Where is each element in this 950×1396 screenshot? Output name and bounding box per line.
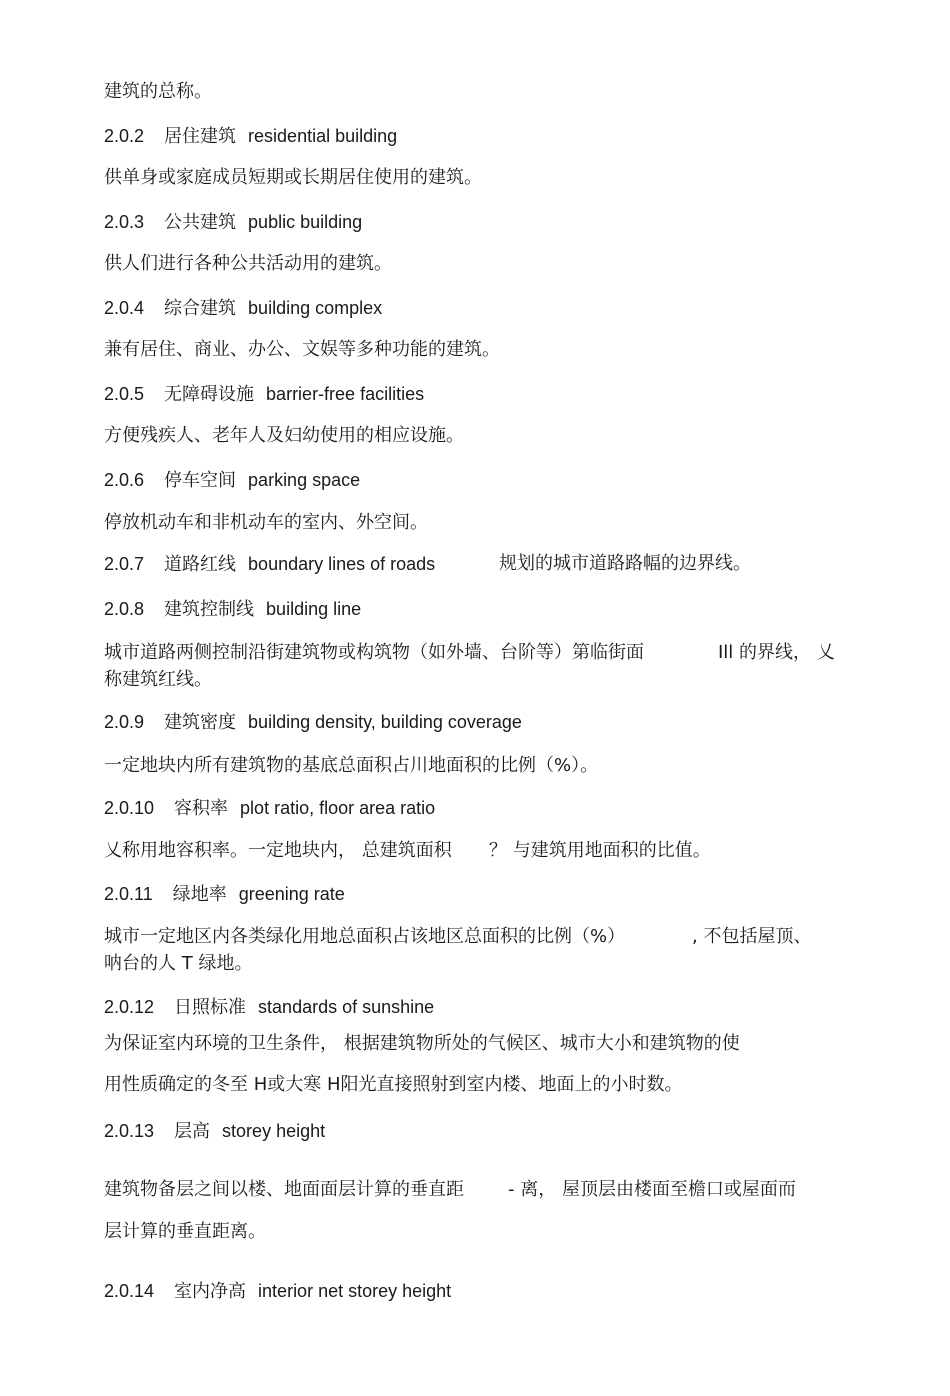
term-heading-2-0-7: 2.0.7 道路红线 boundary lines of roads <box>104 554 436 575</box>
paragraph-line: 停放机动车和非机动车的室内、外空间。 <box>104 512 428 533</box>
paragraph-line: 供单身或家庭成员短期或长期居住使用的建筑。 <box>104 167 482 188</box>
term-heading-2-0-9: 2.0.9 建筑密度 building density, building coverage <box>104 712 522 733</box>
term-heading-2-0-2: 2.0.2 居住建筑 residential building <box>104 126 398 147</box>
paragraph-line: 城市道路两侧控制沿街建筑物或构筑物（如外墙、台阶等）第临街面 <box>104 642 644 663</box>
term-heading-2-0-3: 2.0.3 公共建筑 public building <box>104 212 363 233</box>
term-heading-2-0-6: 2.0.6 停车空间 parking space <box>104 470 361 491</box>
paragraph-line: 一定地块内所有建筑物的基底总面积占川地面积的比例（%）。 <box>104 755 599 776</box>
paragraph-line-tail: Ill 的界线， 乂 <box>718 642 835 663</box>
paragraph-line: 方便残疾人、老年人及妇幼使用的相应设施。 <box>104 425 464 446</box>
term-heading-2-0-5: 2.0.5 无障碍设施 barrier-free facilities <box>104 384 425 405</box>
paragraph-line: 称建筑红线。 <box>104 669 212 690</box>
paragraph-line: 建筑的总称。 <box>104 81 212 102</box>
paragraph-line-tail: ？ 与建筑用地面积的比值。 <box>489 840 711 861</box>
paragraph-line: 建筑物备层之间以楼、地面面层计算的垂直距 <box>104 1179 464 1200</box>
term-heading-2-0-12: 2.0.12 日照标准 standards of sunshine <box>104 997 435 1018</box>
paragraph-line: 层计算的垂直距离。 <box>104 1221 266 1242</box>
paragraph-line: 城市一定地区内各类绿化用地总面积占该地区总面积的比例（%） <box>104 926 626 947</box>
paragraph-line: 乂称用地容积率。一定地块内， 总建筑面积 <box>104 840 452 861</box>
term-heading-2-0-11: 2.0.11 绿地率 greening rate <box>104 884 345 905</box>
term-heading-2-0-10: 2.0.10 容积率 plot ratio, floor area ratio <box>104 798 436 819</box>
definition-text: 规划的城市道路路幅的边界线。 <box>499 553 751 574</box>
term-heading-2-0-8: 2.0.8 建筑控制线 building line <box>104 599 362 620</box>
paragraph-line: 兼有居住、商业、办公、文娱等多种功能的建筑。 <box>104 339 500 360</box>
paragraph-line: 供人们进行各种公共活动用的建筑。 <box>104 253 392 274</box>
term-heading-2-0-13: 2.0.13 层高 storey height <box>104 1121 326 1142</box>
paragraph-line: 用性质确定的冬至 H或大寒 H阳光直接照射到室内楼、地面上的小时数。 <box>104 1074 683 1095</box>
paragraph-line: 呐台的人 T 绿地。 <box>104 953 253 974</box>
paragraph-line-tail: - 离， 屋顶层由楼面至檐口或屋面而 <box>508 1179 796 1200</box>
term-heading-2-0-14: 2.0.14 室内净高 interior net storey height <box>104 1281 452 1302</box>
paragraph-line: 为保证室内环境的卫生条件， 根据建筑物所处的气候区、城市大小和建筑物的使 <box>104 1033 740 1054</box>
term-heading-2-0-4: 2.0.4 综合建筑 building complex <box>104 298 383 319</box>
paragraph-line-tail: , 不包括屋顶、 <box>692 926 812 947</box>
